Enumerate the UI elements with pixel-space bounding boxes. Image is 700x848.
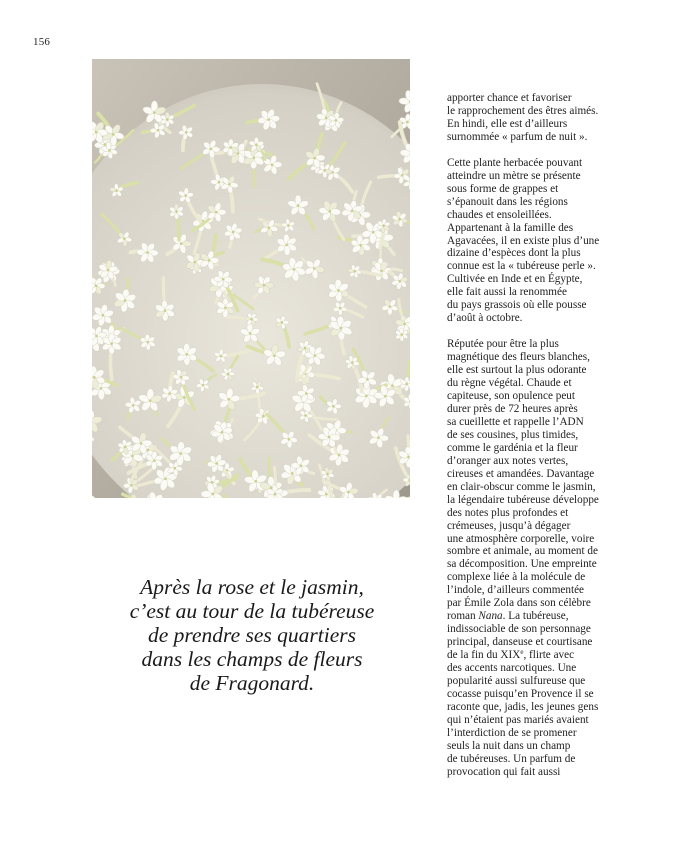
text-line: d’oranger aux notes vertes, xyxy=(447,454,569,467)
text-line: atteindre un mètre se présente xyxy=(447,169,581,182)
pull-quote xyxy=(96,575,408,695)
pull-quote-line: de prendre ses quartiers xyxy=(147,623,356,647)
text-line: connue est la « tubéreuse perle ». xyxy=(447,260,596,273)
text-fragment: . La tubéreuse, xyxy=(502,610,569,623)
text-line: En hindi, elle est d’ailleurs xyxy=(447,117,568,130)
text-line: d’août à octobre. xyxy=(447,312,523,325)
text-line: du pays grassois où elle pousse xyxy=(447,299,587,312)
text-line: Cette plante herbacée pouvant xyxy=(447,156,583,169)
text-line: Appartenant à la famille des xyxy=(447,221,574,234)
page-number: 156 xyxy=(33,36,51,48)
text-line: l’interdiction de se promener xyxy=(447,726,577,739)
text-line: dizaine d’espèces dont la plus xyxy=(447,247,581,260)
text-line: complexe liée à la molécule de xyxy=(447,571,586,584)
text-line: Réputée pour être la plus xyxy=(447,338,559,351)
paragraph-3 xyxy=(447,338,617,778)
text-line: cocasse puisqu’en Provence il se xyxy=(447,687,594,700)
text-line: sa cueillette et rappelle l’ADN xyxy=(447,415,584,428)
text-line: sous forme de grappes et xyxy=(447,182,559,195)
text-line: de ses cousines, plus timides, xyxy=(447,428,579,441)
text-line: le rapprochement des êtres aimés. xyxy=(447,104,599,117)
text-line: provocation qui fait aussi xyxy=(447,765,561,778)
text-line: Agavacées, il en existe plus d’une xyxy=(447,234,600,247)
text-line: popularité aussi sulfureuse que xyxy=(447,674,586,687)
text-line: seuls la nuit dans un champ xyxy=(447,739,571,752)
pull-quote-line: dans les champs de fleurs xyxy=(141,647,363,671)
text-line: par Émile Zola dans son célèbre xyxy=(447,597,591,610)
text-line: principal, danseuse et courtisane xyxy=(447,636,593,649)
text-fragment: de la fin du XIX xyxy=(447,649,521,662)
text-line: de tubéreuses. Un parfum de xyxy=(447,752,576,765)
text-line: une atmosphère corporelle, voire xyxy=(447,532,595,545)
paragraph-2 xyxy=(447,157,617,325)
text-line: en clair-obscur comme le jasmin, xyxy=(447,480,596,493)
paragraph-1 xyxy=(447,92,617,144)
text-line: des accents narcotiques. Une xyxy=(447,662,577,675)
text-line: magnétique des fleurs blanches, xyxy=(447,351,590,364)
text-line: sa décomposition. Une empreinte xyxy=(447,558,597,571)
text-line: s’épanouit dans les régions xyxy=(447,195,568,208)
text-line: la légendaire tubéreuse développe xyxy=(447,493,599,506)
text-line: crémeuses, jusqu’à dégager xyxy=(447,519,571,532)
pull-quote-line: c’est au tour de la tubéreuse xyxy=(129,599,375,623)
text-line: Cultivée en Inde et en Égypte, xyxy=(447,273,583,286)
text-line: apporter chance et favoriser xyxy=(447,92,572,104)
text-line: elle est surtout la plus odorante xyxy=(447,364,587,377)
text-line: raconte que, jadis, les jeunes gens xyxy=(447,700,599,713)
text-line: durer près de 72 heures après xyxy=(447,402,578,415)
article-column xyxy=(447,92,617,779)
text-fragment: , flirte avec xyxy=(523,649,575,662)
text-line: indissociable de son personnage xyxy=(447,623,591,636)
text-line-century xyxy=(447,649,617,662)
text-line: cireuses et amandées. Davantage xyxy=(447,467,595,480)
pull-quote-line: de Fragonard. xyxy=(189,671,315,695)
text-fragment: roman xyxy=(447,610,479,623)
text-line-nana xyxy=(447,610,617,623)
text-line: des notes plus profondes et xyxy=(447,506,569,519)
text-line: sombre et animale, au moment de xyxy=(447,545,598,558)
text-line: qui n’étaient pas mariés avaient xyxy=(447,713,589,726)
text-line: capiteuse, son opulence peut xyxy=(447,390,575,403)
text-line: surnommée « parfum de nuit ». xyxy=(447,130,588,143)
text-line: comme le gardénia et la fleur xyxy=(447,441,578,454)
text-line: l’indole, d’ailleurs commentée xyxy=(447,584,584,597)
pull-quote-line: Après la rose et le jasmin, xyxy=(140,575,364,599)
book-title-nana: Nana xyxy=(478,610,503,623)
tuberose-flowers-photo xyxy=(92,59,410,498)
text-line: elle fait aussi la renommée xyxy=(447,286,567,299)
text-line: chaudes et ensoleillées. xyxy=(447,208,552,221)
text-line: du règne végétal. Chaude et xyxy=(447,377,572,390)
superscript: e xyxy=(520,648,524,657)
